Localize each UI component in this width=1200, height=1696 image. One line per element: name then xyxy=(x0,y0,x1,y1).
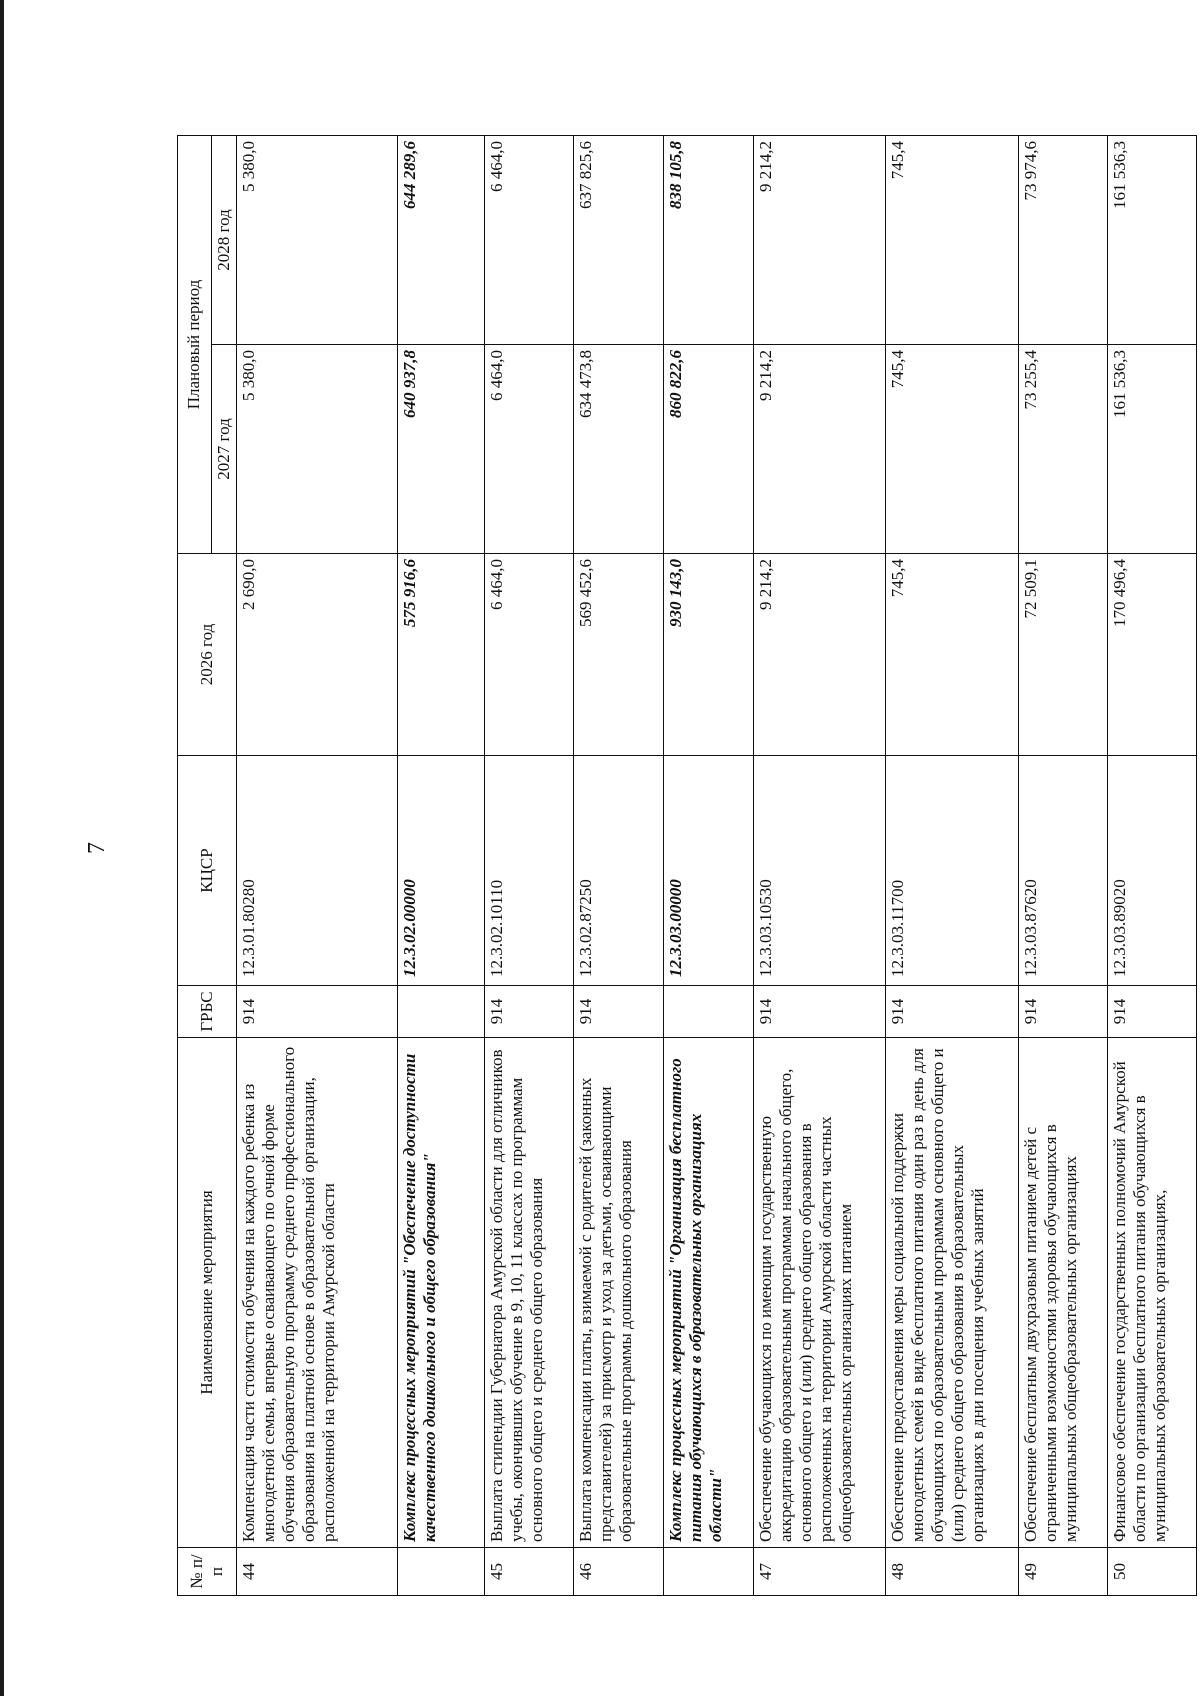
kcsr-code: 12.3.01.80280 xyxy=(237,756,398,986)
header-kcsr: КЦСР xyxy=(178,756,237,986)
grbs-code: 914 xyxy=(753,986,885,1038)
kcsr-code: 12.3.02.00000 xyxy=(398,756,485,986)
amount-2028: 73 974,6 xyxy=(1018,135,1108,344)
kcsr-code: 12.3.03.00000 xyxy=(664,756,754,986)
grbs-code: 914 xyxy=(886,986,1018,1038)
amount-2028: 838 105,8 xyxy=(664,135,754,344)
table-row xyxy=(886,135,1018,1595)
amount-2026: 930 143,0 xyxy=(664,554,754,756)
amount-2028: 637 825,6 xyxy=(574,135,664,344)
table-header-row xyxy=(178,135,212,1595)
header-2027: 2027 год xyxy=(212,345,237,554)
amount-2028: 6 464,0 xyxy=(484,135,574,344)
budget-table-container xyxy=(177,136,1197,1596)
header-no: № п/п xyxy=(178,1548,237,1596)
row-number: 46 xyxy=(574,1548,664,1596)
header-planned-period: Плановый период xyxy=(178,135,212,553)
table-body xyxy=(237,135,1197,1595)
activity-name: Компенсация части стоимости обучения на каждого ребенка из многодетной семьи, впервые осваивающего по очной форме обучения образовательную программу среднего профессионального образования на платной основе в образовательной организации, расположенной на территории Амурской области xyxy=(237,1038,398,1548)
row-number: 45 xyxy=(484,1548,574,1596)
amount-2026: 6 464,0 xyxy=(484,554,574,756)
row-number: 48 xyxy=(886,1548,1018,1596)
grbs-code: 914 xyxy=(484,986,574,1038)
table-row xyxy=(237,135,398,1595)
grbs-code xyxy=(398,986,485,1038)
amount-2028: 745,4 xyxy=(886,135,1018,344)
activity-name: Обеспечение обучающихся по имеющим государственную аккредитацию образовательным программам начального общего, основного общего и (или) среднего общего образования в расположенных на территории Амурской области частных общеобразовательных организациях питанием xyxy=(753,1038,885,1548)
row-number: 44 xyxy=(237,1548,398,1596)
row-number: 47 xyxy=(753,1548,885,1596)
activity-name: Финансовое обеспечение государственных полномочий Амурской области по организации бесплатного питания обучающихся в муниципальных образовательных организациях, xyxy=(1108,1038,1197,1548)
table-row xyxy=(664,135,754,1595)
kcsr-code: 12.3.03.87620 xyxy=(1018,756,1108,986)
grbs-code: 914 xyxy=(574,986,664,1038)
amount-2026: 2 690,0 xyxy=(237,554,398,756)
amount-2027: 161 536,3 xyxy=(1108,345,1197,554)
amount-2026: 569 452,6 xyxy=(574,554,664,756)
amount-2027: 73 255,4 xyxy=(1018,345,1108,554)
grbs-code xyxy=(664,986,754,1038)
amount-2027: 6 464,0 xyxy=(484,345,574,554)
table-row xyxy=(574,135,664,1595)
row-number xyxy=(664,1548,754,1596)
activity-name: Выплата стипендии Губернатора Амурской области для отличников учебы, окончивших обучение в 9, 10, 11 классах по программам основного общего и среднего общего образования xyxy=(484,1038,574,1548)
activity-name: Выплата компенсации платы, взимаемой с родителей (законных представителей) за присмотр и уход за детьми, осваивающими образовательные программы дошкольного образования xyxy=(574,1038,664,1548)
kcsr-code: 12.3.03.89020 xyxy=(1108,756,1197,986)
activity-name: Комплекс процессных мероприятий "Обеспечение доступности качественного дошкольного и общего образования" xyxy=(398,1038,485,1548)
amount-2027: 5 380,0 xyxy=(237,345,398,554)
scan-left-edge xyxy=(0,0,4,1696)
budget-table xyxy=(177,135,1197,1596)
table-row xyxy=(484,135,574,1595)
kcsr-code: 12.3.02.87250 xyxy=(574,756,664,986)
table-row xyxy=(398,135,485,1595)
activity-name: Комплекс процессных мероприятий "Организация бесплатного питания обучающихся в образовательных организациях области" xyxy=(664,1038,754,1548)
amount-2027: 9 214,2 xyxy=(753,345,885,554)
header-grbs: ГРБС xyxy=(178,986,237,1038)
table-row xyxy=(1108,135,1197,1595)
amount-2026: 745,4 xyxy=(886,554,1018,756)
header-2028: 2028 год xyxy=(212,135,237,344)
amount-2027: 745,4 xyxy=(886,345,1018,554)
activity-name: Обеспечение предоставления меры социальной поддержки многодетных семей в виде бесплатного питания один раз в день для обучающихся по образовательным программам основного общего и (или) среднего общего образования в образовательных организациях в дни посещения учебных занятий xyxy=(886,1038,1018,1548)
amount-2028: 161 536,3 xyxy=(1108,135,1197,344)
amount-2028: 5 380,0 xyxy=(237,135,398,344)
amount-2026: 575 916,6 xyxy=(398,554,485,756)
kcsr-code: 12.3.03.11700 xyxy=(886,756,1018,986)
amount-2026: 9 214,2 xyxy=(753,554,885,756)
amount-2028: 9 214,2 xyxy=(753,135,885,344)
row-number: 50 xyxy=(1108,1548,1197,1596)
row-number xyxy=(398,1548,485,1596)
amount-2026: 170 496,4 xyxy=(1108,554,1197,756)
grbs-code: 914 xyxy=(1108,986,1197,1038)
kcsr-code: 12.3.03.10530 xyxy=(753,756,885,986)
amount-2027: 634 473,8 xyxy=(574,345,664,554)
grbs-code: 914 xyxy=(237,986,398,1038)
header-name: Наименование мероприятия xyxy=(178,1038,237,1548)
grbs-code: 914 xyxy=(1018,986,1108,1038)
row-number: 49 xyxy=(1018,1548,1108,1596)
activity-name: Обеспечение бесплатным двухразовым питанием детей с ограниченными возможностями здоровья обучающихся в муниципальных общеобразовательных организациях xyxy=(1018,1038,1108,1548)
amount-2027: 860 822,6 xyxy=(664,345,754,554)
kcsr-code: 12.3.02.10110 xyxy=(484,756,574,986)
page-number: 7 xyxy=(84,842,110,854)
amount-2027: 640 937,8 xyxy=(398,345,485,554)
amount-2028: 644 289,6 xyxy=(398,135,485,344)
table-row xyxy=(1018,135,1108,1595)
header-2026: 2026 год xyxy=(178,554,237,756)
table-row xyxy=(753,135,885,1595)
amount-2026: 72 509,1 xyxy=(1018,554,1108,756)
